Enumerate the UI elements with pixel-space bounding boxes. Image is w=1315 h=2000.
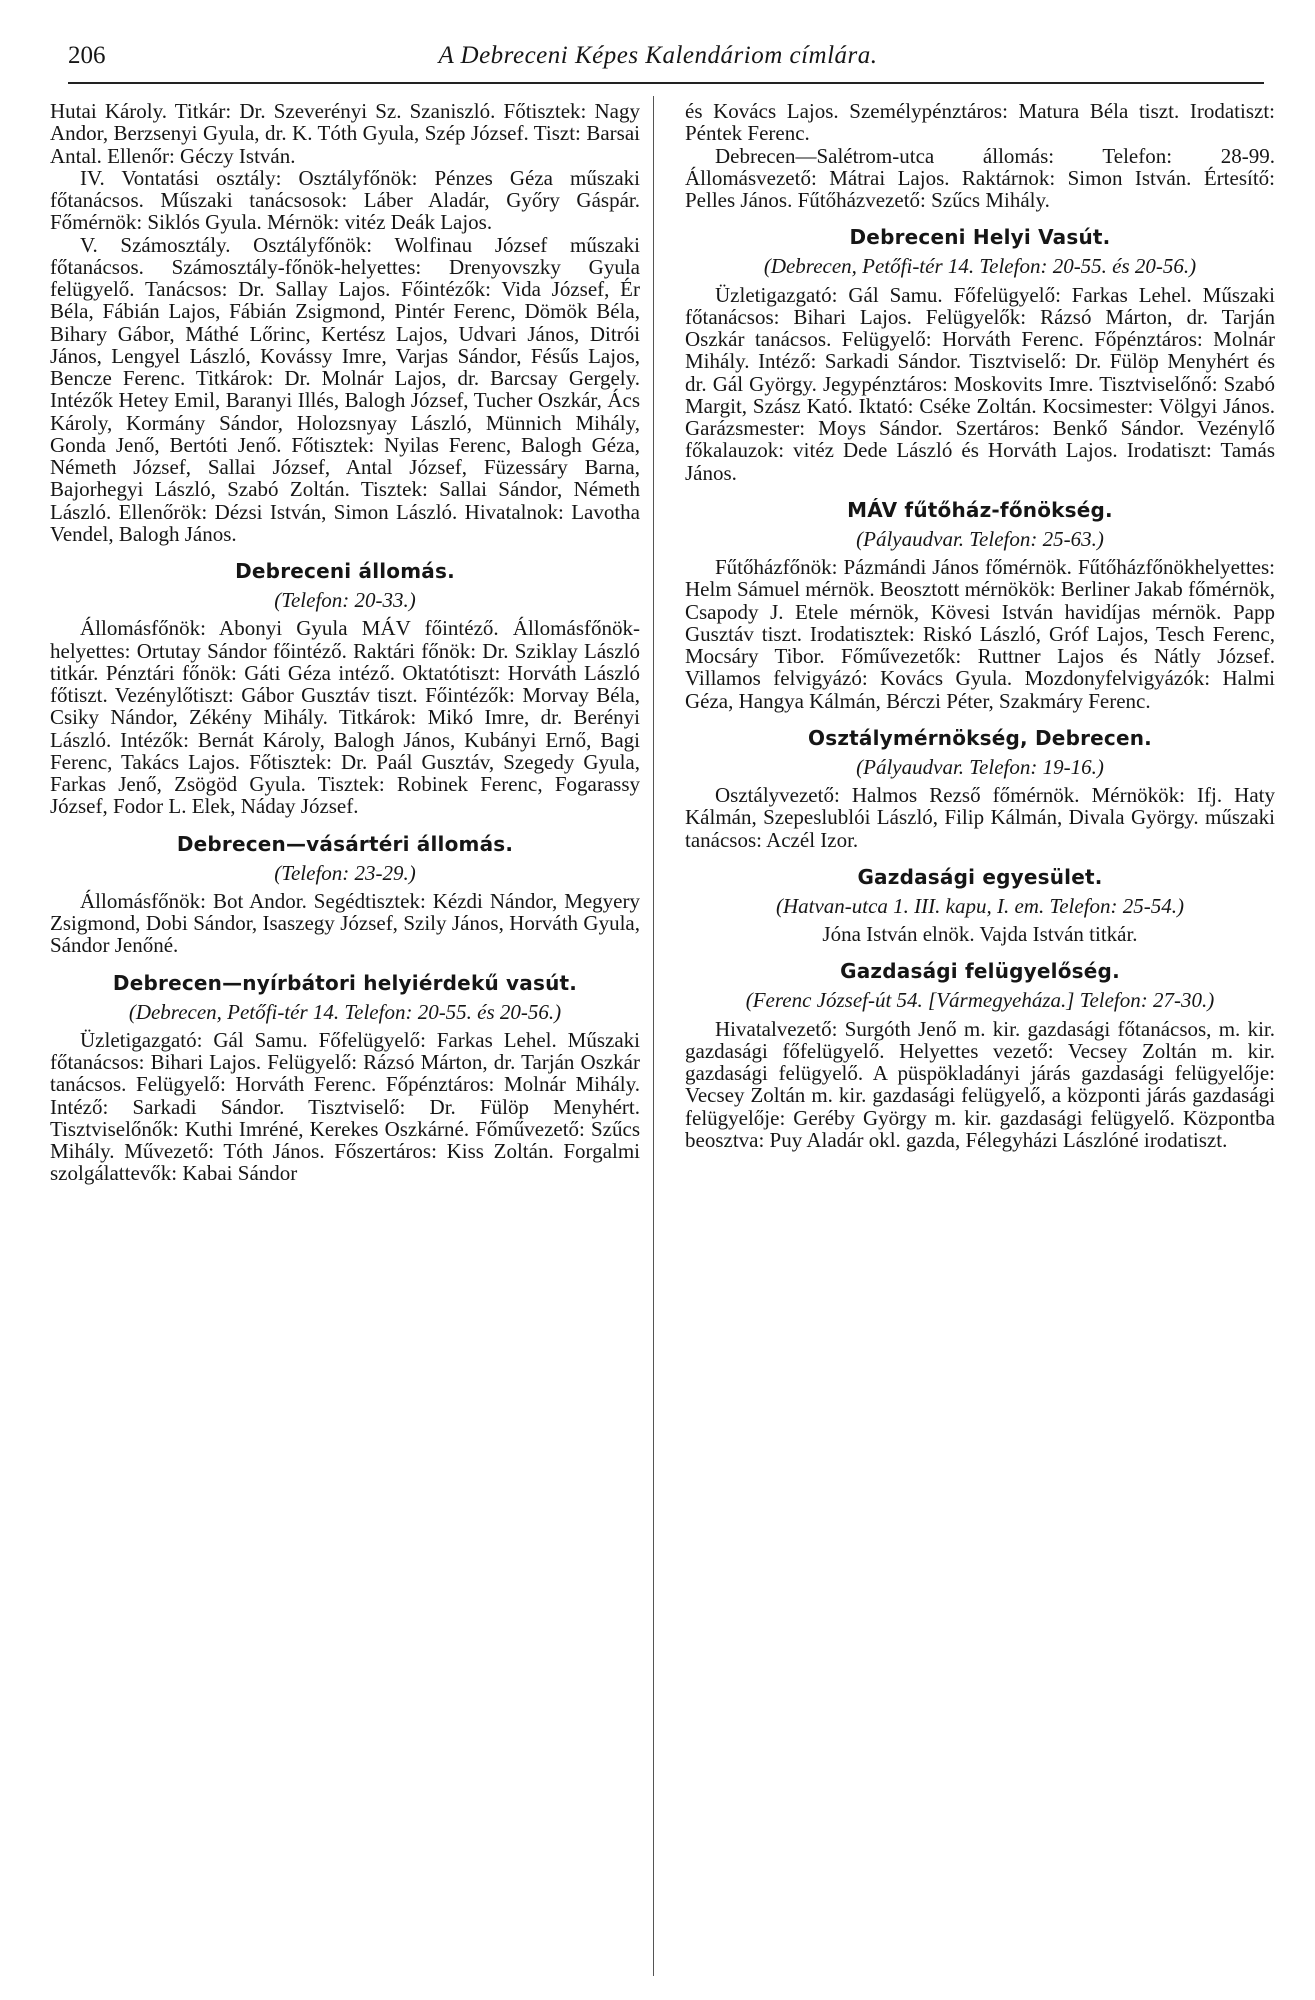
paragraph: Hivatalvezető: Surgóth Jenő m. kir. gazdasági főtanácsos, m. kir. gazdasági főfelügyelő. Helyettes vezető: Vecsey Zoltán m. kir. gazdasági felügyelő. A püspökladányi járás gazdasági felügyelője: Vecsey Zoltán m. kir. gazdasági felügyelő, a központi járás gazdasági felügyelője: Geréby György m. kir. gazdasági felügyelő. Központba beosztva: Puy Aladár okl. gazda, Félegyházi Lászlóné irodatiszt. — [685, 1016, 1275, 1152]
paragraph: IV. Vontatási osztály: Osztályfőnök: Pénzes Géza műszaki főtanácsos. Műszaki tanácsosok: Láber Aladár, Győry Gáspár. Főmérnök: Siklós Gyula. Mérnök: vitéz Deák Lajos. — [50, 165, 640, 235]
section-subheading: (Ferenc József-út 54. [Vármegyeháza.] Telefon: 27-30.) — [745, 988, 1215, 1013]
section-heading: Osztálymérnökség, Debrecen. — [808, 725, 1152, 750]
column-divider — [653, 96, 654, 1976]
section-subheading: (Debrecen, Petőfi-tér 14. Telefon: 20-55. és 20-56.) — [763, 254, 1197, 279]
paragraph: Debrecen—Salétrom-utca állomás: Telefon: 28-99. Állomásvezető: Mátrai Lajos. Raktárnok: Simon István. Értesítő: Pelles János. Fűtőházvezető: Szűcs Mihály. — [685, 143, 1275, 212]
paragraph: Osztályvezető: Halmos Rezső főmérnök. Mérnökök: Ifj. Haty Kálmán, Szepeslublói László, Filip Kálmán, Divala György. műszaki tanácsos: Aczél Izor. — [685, 783, 1275, 852]
section-heading: Debreceni állomás. — [235, 559, 455, 583]
paragraph: Állomásfőnök: Bot Andor. Segédtisztek: Kézdi Nándor, Megyery Zsigmond, Dobi Sándor, Isaszegy József, Szily János, Horváth Gyula, Sándor Jenőné. — [50, 888, 640, 958]
section-heading: Debrecen—vásártéri állomás. — [176, 831, 514, 856]
paragraph: Üzletigazgató: Gál Samu. Főfelügyelő: Farkas Lehel. Műszaki főtanácsos: Bihari Lajos. Felügyelő: Rázsó Márton, dr. Tarján Oszkár tanácsos. Felügyelő: Horváth Ferenc. Főpénztáros: Molnár Mihály. Intéző: Sarkadi Sándor. Tisztviselő: Dr. Fülöp Menyhért. Tisztviselőnők: Kuthi Imréné, Kerekes Oszkárné. Főművezető: Szűcs Mihály. Művezető: Tóth János. Főszertáros: Kiss Zoltán. Forgalmi szolgálattevők: Kabai Sándor — [50, 1027, 640, 1186]
running-title: A Debreceni Képes Kalendáriom címlára. — [438, 42, 878, 69]
right-column — [685, 100, 1275, 1151]
section-heading: MÁV fűtőház-főnökség. — [847, 497, 1113, 522]
section-heading: Debrecen—nyírbátori helyiérdekű vasút. — [112, 970, 578, 995]
paragraph: és Kovács Lajos. Személypénztáros: Matura Béla tiszt. Irodatiszt: Péntek Ferenc. — [685, 99, 1275, 146]
section-heading: Debreceni Helyi Vasút. — [849, 225, 1111, 250]
paragraph: Üzletigazgató: Gál Samu. Főfelügyelő: Farkas Lehel. Műszaki főtanácsos: Bihari Lajos. Felügyelők: Rázsó Márton, dr. Tarján Oszkár tanácsos. Felügyelő: Horváth Ferenc. Főpénztáros: Molnár Mihály. Intéző: Sarkadi Sándor. Tisztviselő: Dr. Fülöp Menyhért és dr. Gál György. Jegypénztáros: Moskovits Imre. Tisztviselőnő: Szabó Margit, Szász Kató. Iktató: Cséke Zoltán. Kocsimester: Völgyi János. Garázsmester: Moys Sándor. Szertáros: Benkő Sándor. Vezénylő főkalauzok: vitéz Dede László és Horváth Lajos. Irodatiszt: Tamás János. — [685, 282, 1275, 485]
left-column — [50, 100, 640, 1185]
section-subheading: (Telefon: 23-29.) — [274, 860, 416, 885]
header-rule — [68, 82, 1264, 84]
section-heading: Gazdasági egyesület. — [857, 864, 1103, 889]
page-number: 206 — [68, 42, 106, 69]
paragraph: Fűtőházfőnök: Pázmándi János főmérnök. Fűtőházfőnökhelyettes: Helm Sámuel mérnök. Beosztott mérnökök: Berliner Jakab főmérnök, Csapody J. Etele mérnök, Kövesi István havidíjas mérnök. Papp Gusztáv tiszt. Irodatisztek: Riskó László, Gróf Lajos, Tesch Ferenc, Mocsáry Tibor. Főművezetők: Ruttner Lajos és Nátly József. Villamos felvigyázó: Kovács Gyula. Mozdonyfelvigyázók: Halmi Géza, Hangya Kálmán, Bérczi Péter, Szakmáry Ferenc. — [685, 555, 1275, 713]
paragraph: Állomásfőnök: Abonyi Gyula MÁV főintéző. Állomásfőnök-helyettes: Ortutay Sándor főintéző. Raktári főnök: Dr. Sziklay László titkár. Pénztári főnök: Gáti Géza intéző. Oktatótiszt: Horváth László főtiszt. Vezénylőtiszt: Gábor Gusztáv tiszt. Főintézők: Morvay Béla, Csiky Nándor, Zékény Mihály. Titkárok: Mikó Imre, dr. Berényi László. Intézők: Bernát Károly, Balogh János, Kubányi Ernő, Bagi Ferenc, Takács Lajos. Főtisztek: Dr. Paál Gusztáv, Szegedy Gyula, Farkas Jenő, Zsögöd Gyula. Tisztek: Robinek Ferenc, Fogarassy József, Fodor L. Elek, Náday József. — [50, 616, 640, 819]
section-subheading: (Pályaudvar. Telefon: 19-16.) — [856, 754, 1104, 779]
section-subheading: (Pályaudvar. Telefon: 25-63.) — [856, 526, 1104, 551]
section-subheading: (Telefon: 20-33.) — [274, 588, 416, 612]
paragraph: Hutai Károly. Titkár: Dr. Szeverényi Sz. Szaniszló. Főtisztek: Nagy Andor, Berzsenyi Gyula, dr. K. Tóth Gyula, Szép József. Tiszt: Barsai Antal. Ellenőr: Géczy István. — [50, 99, 640, 168]
page-header — [68, 42, 1248, 78]
section-subheading: (Debrecen, Petőfi-tér 14. Telefon: 20-55. és 20-56.) — [128, 999, 562, 1024]
paragraph: Jóna István elnök. Vajda István titkár. — [822, 922, 1138, 946]
section-heading: Gazdasági felügyelőség. — [840, 959, 1120, 984]
paragraph: V. Számosztály. Osztályfőnök: Wolfinau József műszaki főtanácsos. Számosztály-főnök-helyettes: Drenyovszky Gyula felügyelő. Tanácsos: Dr. Sallay Lajos. Főintézők: Vida József, Ér Béla, Fábián Lajos, Fábián Zsigmond, Pintér Ferenc, Dömök Béla, Bihary Gábor, Máthé Lőrinc, Kertész Lajos, Udvari János, Ditrói János, Lengyel László, Kovássy Imre, Varjas Sándor, Fésűs Lajos, Bencze Ferenc. Titkárok: Dr. Molnár Lajos, dr. Barcsay Gergely. Intézők Hetey Emil, Baranyi Illés, Balogh József, Tucher Oszkár, Ács Károly, Kormány Sándor, Holozsnyay László, Münnich Mihály, Gonda Jenő, Bertóti Jenő. Főtisztek: Nyilas Ferenc, Balogh Géza, Németh József, Sallai József, Antal József, Füzessáry Barna, Bajorhegyi László, Szabó Zoltán. Tisztek: Sallai Sándor, Németh László. Ellenőrök: Dézsi István, Simon László. Hivatalnok: Lavotha Vendel, Balogh János. — [50, 232, 640, 546]
section-subheading: (Hatvan-utca 1. III. kapu, I. em. Telefon: 25-54.) — [775, 893, 1185, 918]
